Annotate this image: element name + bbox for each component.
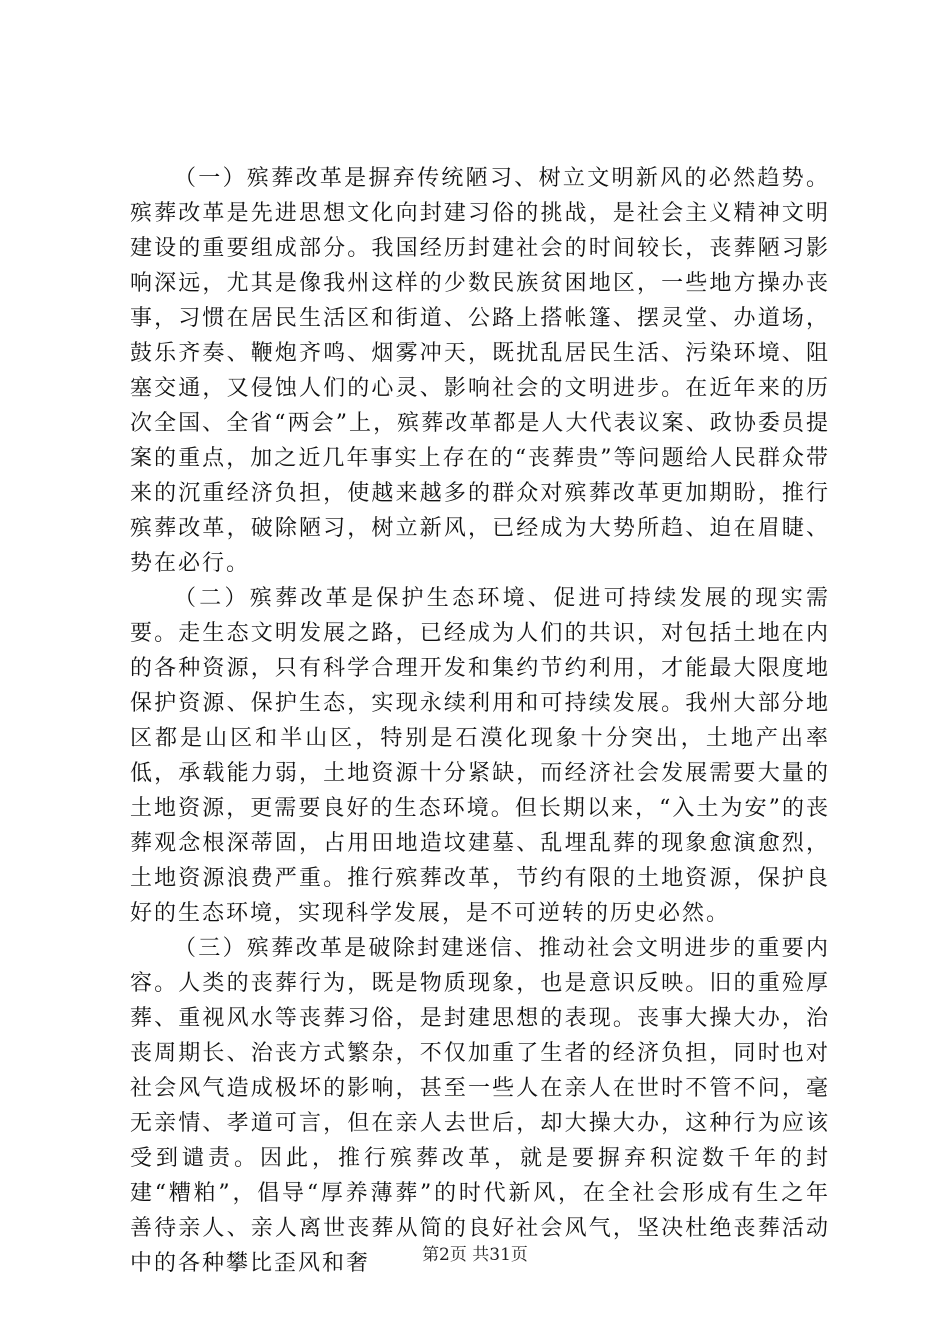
paragraph-1: （一）殡葬改革是摒弃传统陋习、树立文明新风的必然趋势。殡葬改革是先进思想文化向封建习俗的挑战，是社会主义精神文明建设的重要组成部分。我国经历封建社会的时间较长，丧葬陋习影响深远，尤其是像我州这样的少数民族贫困地区，一些地方操办丧事，习惯在居民生活区和街道、公路上搭帐篷、摆灵堂、办道场，鼓乐齐奏、鞭炮齐鸣、烟雾冲天，既扰乱居民生活、污染环境、阻塞交通，又侵蚀人们的心灵、影响社会的文明进步。在近年来的历次全国、全省“两会”上，殡葬改革都是人大代表议案、政协委员提案的重点，加之近几年事实上存在的“丧葬贵”等问题给人民群众带来的沉重经济负担，使越来越多的群众对殡葬改革更加期盼，推行殡葬改革，破除陋习，树立新风，已经成为大势所趋、迫在眉睫、势在必行。 xyxy=(130,166,830,576)
paragraph-3: （三）殡葬改革是破除封建迷信、推动社会文明进步的重要内容。人类的丧葬行为，既是物质现象，也是意识反映。旧的重殓厚葬、重视风水等丧葬习俗，是封建思想的表现。丧事大操大办，治丧周期长、治丧方式繁杂，不仅加重了生者的经济负担，同时也对社会风气造成极坏的影响，甚至一些人在亲人在世时不管不问，毫无亲情、孝道可言，但在亲人去世后，却大操大办，这种行为应该受到谴责。因此，推行殡葬改革，就是要摒弃积淀数千年的封建“糟粕”，倡导“厚养薄葬”的时代新风，在全社会形成有生之年善待亲人、亲人离世丧葬从简的良好社会风气，坚决杜绝丧葬活动中的各种攀比歪风和奢 xyxy=(130,936,830,1276)
paragraph-2: （二）殡葬改革是保护生态环境、促进可持续发展的现实需要。走生态文明发展之路，已经成为人们的共识，对包括土地在内的各种资源，只有科学合理开发和集约节约利用，才能最大限度地保护资源、保护生态，实现永续利用和可持续发展。我州大部分地区都是山区和半山区，特别是石漠化现象十分突出，土地产出率低，承载能力弱，土地资源十分紧缺，而经济社会发展需要大量的土地资源，更需要良好的生态环境。但长期以来，“入土为安”的丧葬观念根深蒂固，占用田地造坟建墓、乱埋乱葬的现象愈演愈烈，土地资源浪费严重。推行殡葬改革，节约有限的土地资源，保护良好的生态环境，实现科学发展，是不可逆转的历史必然。 xyxy=(130,586,830,926)
document-body xyxy=(130,161,830,1281)
page-number-footer: 第2页 共31页 xyxy=(422,1245,528,1265)
